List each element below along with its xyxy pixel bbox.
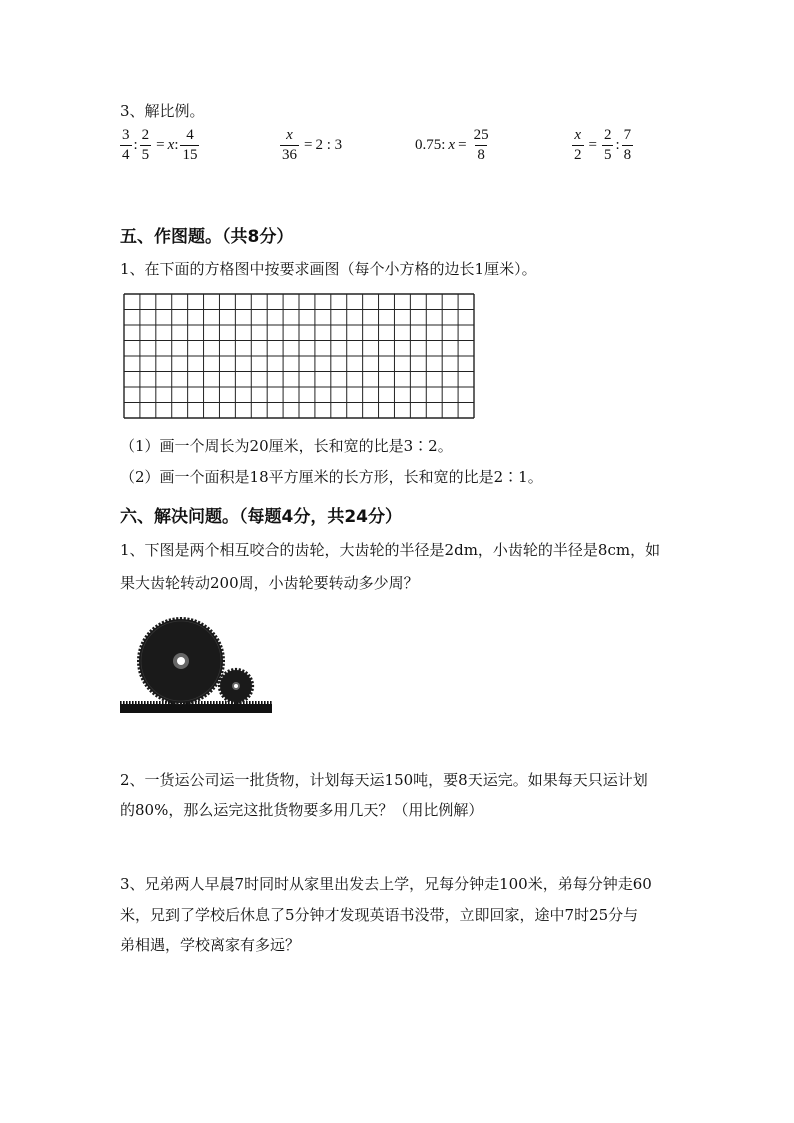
fraction [602, 128, 614, 163]
decimal-value: 0.75 [415, 137, 442, 153]
numerator: x [286, 127, 293, 143]
problem-3-line-2: 米，兄到了学校后休息了5分钟才发现英语书没带，立即回家，途中7时25分与 [120, 906, 639, 924]
fraction [472, 128, 491, 163]
fraction [140, 128, 152, 163]
numerator: 25 [473, 127, 489, 143]
problem-3-line-1: 3、兄弟两人早晨7时同时从家里出发去上学，兄每分钟走100米，弟每分钟走60 [120, 875, 652, 893]
denominator: 36 [282, 147, 297, 163]
denominator: 5 [141, 147, 150, 163]
question-3-title: 3、解比例。 [120, 102, 205, 120]
fraction [280, 128, 299, 163]
colon: : [133, 137, 138, 153]
section-5-question-1: 1、在下面的方格图中按要求画图（每个小方格的边长1厘米）。 [120, 260, 537, 278]
square-grid[interactable] [123, 293, 475, 419]
equals-sign: = [458, 137, 467, 153]
denominator: 15 [182, 147, 198, 163]
numerator: 7 [623, 127, 632, 143]
fraction [622, 128, 634, 163]
numerator: 4 [186, 127, 194, 143]
equals-sign: = [156, 137, 165, 153]
fraction [120, 128, 132, 163]
fraction [572, 128, 584, 163]
colon: : [615, 137, 620, 153]
problem-2-line-2: 的80%，那么运完这批货物要多用几天？（用比例解） [120, 801, 484, 819]
variable-x: x [448, 137, 456, 153]
drawing-task-1: （1）画一个周长为20厘米，长和宽的比是3∶2。 [120, 437, 453, 455]
section-6-heading: 六、解决问题。（每题4分，共24分） [120, 507, 402, 527]
denominator: 4 [122, 147, 130, 163]
fraction [180, 128, 199, 163]
numerator: x [574, 127, 582, 143]
gears-image [120, 601, 272, 713]
numerator: 2 [603, 127, 612, 143]
large-gear [137, 617, 225, 705]
variable-x: x [167, 137, 175, 153]
problem-1-line-1: 1、下图是两个相互咬合的齿轮，大齿轮的半径是2dm，小齿轮的半径是8cm，如 [120, 541, 661, 559]
denominator: 8 [477, 147, 485, 163]
proportion-1 [118, 128, 201, 163]
ground-rack [120, 701, 272, 713]
proportion-3 [415, 128, 493, 163]
denominator: 2 [574, 147, 582, 163]
ratio: 2 : 3 [315, 137, 343, 153]
denominator: 5 [603, 147, 612, 163]
drawing-task-2: （2）画一个面积是18平方厘米的长方形，长和宽的比是2∶1。 [120, 468, 543, 486]
equals-sign: = [588, 137, 597, 153]
problem-2-line-1: 2、一货运公司运一批货物，计划每天运150吨，要8天运完。如果每天只运计划 [120, 771, 648, 789]
problem-1-line-2: 果大齿轮转动200周，小齿轮要转动多少周？ [120, 574, 419, 592]
section-5-heading: 五、作图题。（共8分） [120, 227, 294, 247]
small-gear [218, 668, 254, 704]
problem-3-line-3: 弟相遇，学校离家有多远？ [120, 936, 301, 954]
denominator: 8 [623, 147, 632, 163]
colon: : [174, 137, 179, 153]
equals-sign: = [304, 137, 313, 153]
proportion-2 [278, 128, 342, 163]
colon: : [441, 137, 446, 153]
numerator: 3 [122, 127, 130, 143]
proportion-4 [570, 128, 635, 163]
numerator: 2 [141, 127, 150, 143]
